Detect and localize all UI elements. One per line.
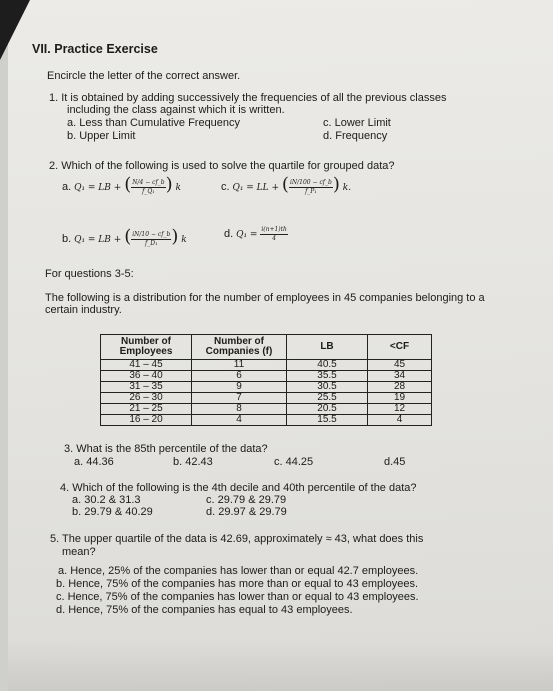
- section-title: VII. Practice Exercise: [32, 42, 158, 56]
- page-shadow: [8, 640, 553, 691]
- table-row: 41 – 45 11 40.5 45: [101, 360, 432, 371]
- header-companies: Number of Companies (f): [192, 335, 287, 360]
- q1-option-a[interactable]: a. Less than Cumulative Frequency: [67, 117, 241, 129]
- q3-stem: 3. What is the 85th percentile of the data?: [64, 443, 268, 455]
- q2-a-lhs: Q₁ = LB +: [74, 183, 122, 193]
- q2-b-fraction: $\frac{iN/10 - cf\_b}{\text{f\_D₁}}$: [132, 231, 171, 247]
- q2-a-k: k: [175, 183, 181, 193]
- q2-d-fraction: $\frac{i(n+1)th}{4}$: [261, 226, 287, 242]
- q1-option-b[interactable]: b. Upper Limit: [67, 130, 136, 142]
- q3-option-c[interactable]: c. 44.25: [274, 456, 314, 468]
- table-row: 21 – 25 8 20.5 12: [101, 404, 432, 415]
- intro-line1: The following is a distribution for the number of employees in 45 companies belonging to a: [45, 292, 485, 304]
- q5-option-b[interactable]: b. Hence, 75% of the companies has more than or equal to 43 employees.: [56, 578, 418, 590]
- header-lb: LB: [287, 335, 368, 360]
- q4-option-b[interactable]: b. 29.79 & 40.29: [72, 506, 153, 518]
- q3-option-a[interactable]: a. 44.36: [74, 456, 114, 468]
- intro-line2: certain industry.: [45, 304, 122, 316]
- table-row: 31 – 35 9 30.5 28: [101, 382, 432, 393]
- distribution-table: [100, 334, 432, 426]
- instruction: Encircle the letter of the correct answer.: [47, 70, 241, 82]
- q2-b-k: k: [181, 235, 187, 245]
- table-row: 26 – 30 7 25.5 19: [101, 393, 432, 404]
- table-row: 16 – 20 4 15.5 4: [101, 415, 432, 426]
- q2-option-a[interactable]: a. Q₁ = LB + ( $\frac{N/4 - cf\_b}{\text{f\_Q₁}}$ ) k: [62, 174, 181, 195]
- header-cf: <CF: [368, 335, 432, 360]
- q1-stem-line1: 1. It is obtained by adding successively the frequencies of all the previous classes: [49, 92, 447, 104]
- q2-b-lhs: Q₁ = LB +: [74, 235, 122, 245]
- q2-c-letter: c.: [221, 181, 230, 193]
- q2-c-fraction: $\frac{iN/100 - cf\_b}{\text{f\_P₁}}$: [289, 179, 332, 195]
- table-row: 36 – 40 6 35.5 34: [101, 371, 432, 382]
- q3-option-b[interactable]: b. 42.43: [173, 456, 213, 468]
- q5-option-a[interactable]: a. Hence, 25% of the companies has lower than or equal 42.7 employees.: [58, 565, 419, 577]
- q2-d-lhs: Q₁ =: [236, 230, 258, 240]
- q1-stem-line2: including the class against which it is written.: [67, 104, 285, 116]
- q5-stem-line1: 5. The upper quartile of the data is 42.69, approximately ≈ 43, what does this: [50, 533, 424, 545]
- q4-option-a[interactable]: a. 30.2 & 31.3: [72, 494, 141, 506]
- q2-a-fraction: $\frac{N/4 - cf\_b}{\text{f\_Q₁}}$: [132, 179, 165, 195]
- q5-option-c[interactable]: c. Hence, 75% of the companies has lower than or equal to 43 employees.: [56, 591, 419, 603]
- dark-corner: [0, 0, 30, 60]
- q4-stem: 4. Which of the following is the 4th decile and 40th percentile of the data?: [60, 482, 417, 494]
- header-employees: Number of Employees: [101, 335, 192, 360]
- q2-c-k: k.: [342, 183, 352, 193]
- table-header-row: [101, 335, 432, 360]
- q4-option-c[interactable]: c. 29.79 & 29.79: [206, 494, 287, 506]
- q2-option-c[interactable]: c. Q₁ = LL + ( $\frac{iN/100 - cf\_b}{\text{f\_P₁}}$ ) k.: [221, 174, 352, 195]
- q2-d-letter: d.: [224, 228, 234, 240]
- q4-option-d[interactable]: d. 29.97 & 29.79: [206, 506, 287, 518]
- q1-option-c[interactable]: c. Lower Limit: [323, 117, 391, 129]
- q5-option-d[interactable]: d. Hence, 75% of the companies has equal to 43 employees.: [56, 604, 353, 616]
- q2-c-lhs: Q₁ = LL +: [232, 183, 280, 193]
- for-questions-label: For questions 3-5:: [45, 268, 134, 280]
- q5-stem-line2: mean?: [62, 546, 96, 558]
- q2-a-letter: a.: [62, 181, 72, 193]
- q3-option-d[interactable]: d.45: [384, 456, 406, 468]
- q2-stem: 2. Which of the following is used to solve the quartile for grouped data?: [49, 160, 395, 172]
- q2-b-letter: b.: [62, 233, 72, 245]
- q2-option-d[interactable]: [224, 226, 288, 243]
- q2-option-b[interactable]: b. Q₁ = LB + ( $\frac{iN/10 - cf\_b}{\text{f\_D₁}}$ ) k: [62, 226, 187, 247]
- q1-option-d[interactable]: d. Frequency: [323, 130, 388, 142]
